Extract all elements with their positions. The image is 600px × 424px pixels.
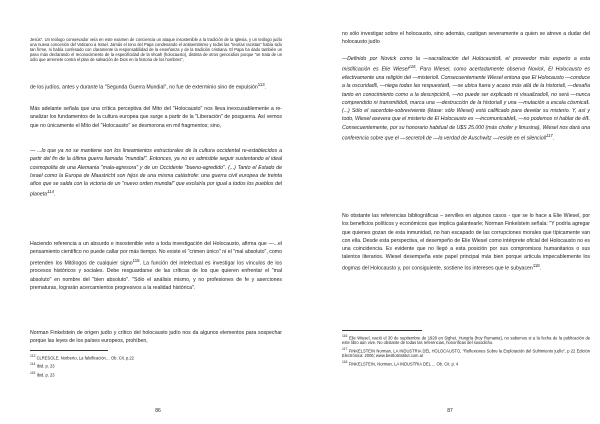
footnote-text: Ibid. p. 23 bbox=[36, 371, 55, 377]
footnote bbox=[342, 360, 590, 367]
quote-text-continued: . Para Wiesel, como acertadamente observa Novick, El Holocausto es efectivamente una religión del —misterio‖. Consecuentemente Wiesel entona que El Holocausto —conduce a la oscuridad‖, —niega todas las respuestas‖, —se ubica fuera y acaso más allá de la historia‖, —desafía tanto en conocimiento como a la descripción‖, —no puede ser explicado ni visualizado‖, no será —nunca comprendido ni transmitido‖, marca una —destrucción de la historia‖ y una —mutación a escala cósmica‖. (...) Sólo el sacerdote-sobreviviente (léase: sólo Wiesel) está calificado para develar su misterio. Y, así y todo, Wiesel asevera que el misterio de El Holocausto es —incomunicable‖, —no podemos ni hablar de él‖. Consecuentemente, por su honorario habitual de U$S 25.000 (más chofer y limusina), Wiesel nos dará una conferencia sobre que el —secreto‖ de —la verdad de Auschwitz —reside en el silencio‖ bbox=[342, 66, 590, 142]
page-number: 87 bbox=[447, 408, 453, 414]
footnote-text: CLRESOLE, Norberto, La falsificación… Ob. Cit. p.22 bbox=[36, 355, 134, 361]
page-number: 86 bbox=[155, 408, 161, 414]
footnote-number: 115 bbox=[30, 370, 36, 375]
footnote-ref: 115 bbox=[132, 257, 140, 263]
paragraph-text-continued: . La función del intelectual es investigar los vínculos de los procesos históricos y sociales. Debe resguardarse de las críticas de los que quieren enfrentar el "mal absoluto" en nombre del "bien absoluto". "Sólo el análisis mismo, y no profesiones de fe y aserciones prematuras, lograrán acercamientos progresivos a la realidad histórica". bbox=[30, 260, 282, 291]
footnote-text: FINKELSTEIN Norman, LA INDUSTRIA DEL HOLOCAUSTO, "Reflexiones Sobre la Explotación del Sufrimiento judío", p 22 Edición Electrónica: 2006; www.bestlotinstitut.com.ar bbox=[342, 348, 591, 359]
footnote-ref: 114 bbox=[47, 189, 54, 195]
footnote-divider bbox=[342, 330, 422, 331]
footnote-ref: 113 bbox=[257, 82, 265, 87]
paragraph-finkelstein: Norman Finkelstein de origen judío y crítico del holocausto judío nos da algunos elementos para sospechar porque las leyes de los países europeos, prohíben, bbox=[30, 330, 282, 345]
footnote-ref: 118 bbox=[532, 262, 540, 268]
footnote bbox=[30, 354, 282, 361]
paragraph-text: Haciendo referencia a un absurdo e insostenible veto a toda investigación del Holocausto, afirma que —...el pensamiento científico no puede callar por más tiempo. No existe el "crimen único" ni el "mal absoluto", como pretenden los Mitólogos de cualquier signo bbox=[30, 241, 282, 267]
footnote-text: Ibid. p. 23 bbox=[36, 363, 55, 369]
footnote-number: 113 bbox=[30, 354, 36, 358]
intro-quote: Jesús". Un teólogo conservador veía en este examen de conciencia un ataque insostenible a la tradición de la Iglesia, y un teólogo judío una nueva concesión del Vaticano a Israel. Jamás el tono del Papa condenando el antisemitismo y todas las "teorías racistas" había sido tan firme, ni había confesado con claramente la responsabilidad de la enseñanza y de la tradición cristiana. El Papa ha dado también un paso más declarando el reconocimiento de la especificidad de la shoah (holocausto), distinta de otros genocidios porque "se trata de un odio que arremete contra el plan de salvación de Dios en la historia de los hombres", bbox=[30, 37, 282, 62]
paragraph-text: No obstante las referencias bibliográficas – servilles en algunos casos - que se lo hace a Elie Wiesel, por los beneficios políticos y económicos que implica galantearle; Norman Finkelstein señala: "Y podría agregar que quienes gozan de esta inmunidad, no han escapado de las corrupciones morales que típicamente van con ella. Desde esta perspectiva, el desempeño de Elie Wiesel como intérprete oficial del Holocausto no es una coincidencia. Es evidente que no llegó a esta posición por sus compromisos humanitarios o sus talentos literarios. Wiesel desempeña este papel principal más bien porque articula impecablemente los dogmas del Holocausto y, por consiguiente, sostiene los intereses que le subyacen bbox=[342, 213, 590, 272]
footnote bbox=[30, 371, 282, 378]
paragraph-expulsion: de los judíos, antes y durante la "Segunda Guerra Mundial", no fue de exterminio sino de expulsión$^{113}$. bbox=[30, 82, 267, 91]
quote-cultura-occidental: — ...lo que ya no se mantiene son los lineamientos estructurales de la cultura occidental re-establecidos a partir del fin de la última guerra llamada "mundial". Entonces, ya no es admisible seguir sustentando el ideal cosmopolita de una Alemania "mala-agresora" y de un Occidente "bueno-agredido". (...) Tanto el Estado de Israel como la Europa de Maastricht son hijos de una misma catástrofe: una guerra civil europea de treinta años que se salda con la victoria de un "nuevo orden mundial" que excluiría por igual a todos los pueblos del planeta$^{114}$. bbox=[30, 148, 282, 198]
footnote-ref: 117 bbox=[545, 132, 553, 138]
footnote bbox=[30, 362, 282, 369]
footnote-number: 117 bbox=[342, 347, 348, 352]
footnote bbox=[342, 334, 590, 346]
footnote-divider bbox=[30, 350, 108, 351]
footnote-number: 118 bbox=[342, 360, 348, 365]
footnote bbox=[342, 347, 590, 359]
paragraph-critica: Más adelante señala que una crítica perceptiva del Mito del "Holocausto" nos lleva inexcusablemente a re-analizar los fundamentos de la cultura europea que surge a partir de la "Liberación" de posguerra. Así vemos que no únicamente el Mito del "Holocausto" se desmorona en mil fragmentos; sino, bbox=[30, 106, 282, 129]
paragraph-holocausto-veto bbox=[30, 240, 282, 292]
quote-text: —Definido por Novick como la —sacralización del Holocausto‖, el proveedor más experto a esta mistificación es Elie Wiesel bbox=[342, 56, 590, 73]
footnote-list bbox=[30, 354, 282, 378]
paragraph-investigar: no sólo investigar sobre el holocausto, sino además, castigan severamente a quien se atreve a dudar del holocausto judío bbox=[342, 31, 590, 46]
paragraph-text: de los judíos, antes y durante la "Segunda Guerra Mundial", no fue de exterminio sino de expulsión bbox=[30, 84, 258, 91]
right-page bbox=[300, 0, 600, 424]
quote-wiesel-novick: —Definido por Novick como la —sacralización del Holocausto‖, el proveedor más experto a esta mistificación es Elie Wiesel$^{116}$. Para Wiesel, como acertadamente observa Novick, El Holocausto es efectivamente una religión del —misterio‖. Consecuentemente Wiesel entona que El Holocausto —conduce a la oscuridad‖, —niega todas las respuestas‖, —se ubica fuera y acaso más allá de la historia‖, —desafía tanto en conocimiento como a la descripción‖, —no puede ser explicado ni visualizado‖, no será —nunca comprendido ni transmitido‖, marca una —destrucción de la historia‖ y una —mutación a escala cósmica‖. (...) Sólo el sacerdote-sobreviviente (léase: sólo Wiesel) está calificado para develar su misterio. Y, así y todo, Wiesel asevera que el misterio de El Holocausto es —incomunicable‖, —no podemos ni hablar de él‖. Consecuentemente, por su honorario habitual de U$S 25.000 (más chofer y limusina), Wiesel nos dará una conferencia sobre que el —secreto‖ de —la verdad de Auschwitz —reside en el silencio‖$^{117}$. bbox=[342, 56, 590, 142]
footnote-list bbox=[342, 334, 590, 368]
footnote-number: 116 bbox=[342, 334, 348, 338]
quote-text: — ...lo que ya no se mantiene son los lineamientos estructurales de la cultura occidental re-establecidos a partir del fin de la última guerra llamada "mundial". Entonces, ya no es admisible seguir sustentando el ideal cosmopolita de una Alemania "mala-agresora" y de un Occidente "bueno-agredido". (...) Tanto el Estado de Israel como la Europa de Maastricht son hijos de una misma catástrofe: una guerra civil europea de treinta años que se salda con la victoria de un "nuevo orden mundial" que excluiría por igual a todos los pueblos del planeta bbox=[30, 148, 282, 198]
footnote-number: 114 bbox=[30, 362, 36, 367]
footnote-text: FINKELSTEIN, Norman, LA INDUSTRIA DEL ... Ob. Cit. p. 4 bbox=[348, 361, 459, 367]
footnote-ref: 116 bbox=[408, 64, 416, 70]
footnote-text: Elie Wiesel, nació el 30 de septiembre de 1928 en Sighet, Hungría (hoy Rumania), no sabemos si a la fecha de la publicación de este libro aún vive. No obstante de todas las referencias, honorificas del susodicho. bbox=[342, 335, 590, 346]
paragraph-referencias: No obstante las referencias bibliográficas – servilles en algunos casos - que se lo hace a Elie Wiesel, por los beneficios políticos y económicos que implica galantearle; Norman Finkelstein señala: "Y podría agregar que quienes gozan de esta inmunidad, no han escapado de las corrupciones morales que típicamente van con ella. Desde esta perspectiva, el desempeño de Elie Wiesel como intérprete oficial del Holocausto no es una coincidencia. Es evidente que no llegó a esta posición por sus compromisos humanitarios o sus talentos literarios. Wiesel desempeña este papel principal más bien porque articula impecablemente los dogmas del Holocausto y, por consiguiente, sostiene los intereses que le subyacen$^{118}$. bbox=[342, 213, 590, 272]
